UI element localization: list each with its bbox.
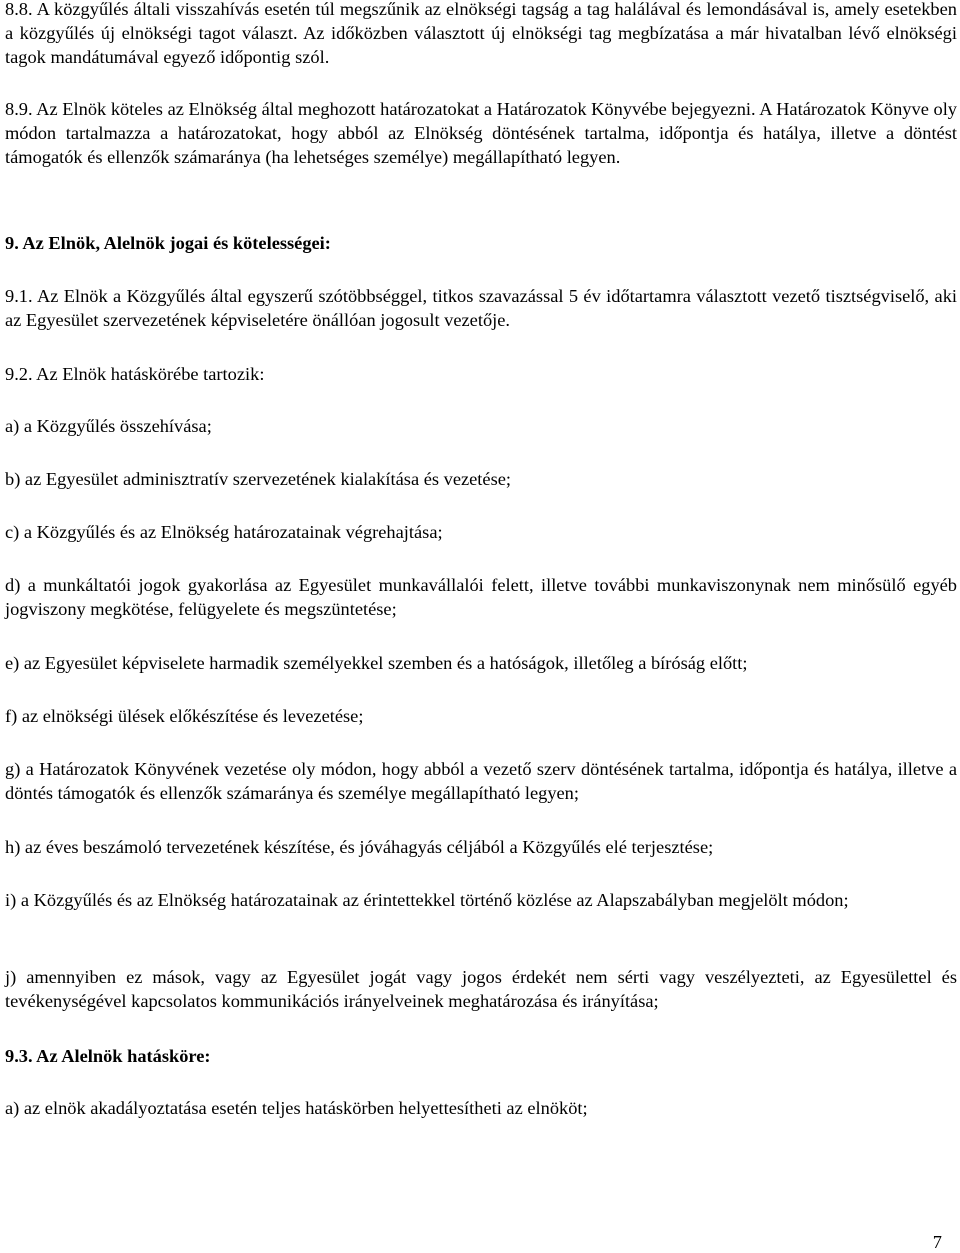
section-heading-9-3: 9.3. Az Alelnök hatásköre: (5, 1046, 211, 1066)
paragraph-9-2: 9.2. Az Elnök hatáskörébe tartozik: (5, 364, 265, 384)
list-item-e: e) az Egyesület képviselete harmadik személyekkel szemben és a hatóságok, illetőleg a bíróság előtt; (5, 653, 748, 673)
paragraph-9-1: 9.1. Az Elnök a Közgyűlés által egyszerű szótöbbséggel, titkos szavazással 5 év időtartamra választott vezető tisztségviselő, aki az Egyesület szervezetének képviseletére önállóan jogosult vezetője. (5, 286, 957, 331)
paragraph-8-9: 8.9. Az Elnök köteles az Elnökség által meghozott határozatokat a Határozatok Könyvébe bejegyezni. A Határozatok Könyve oly módon tartalmazza a határozatokat, hogy abból az Elnökség döntésének tartalma, időpontja és hatálya, illetve a döntést támogatók és ellenzők számaránya (ha lehetséges személye) megállapítható legyen. (5, 99, 957, 168)
list-item-a: a) a Közgyűlés összehívása; (5, 416, 212, 436)
section-heading-9: 9. Az Elnök, Alelnök jogai és kötelességei: (5, 233, 331, 253)
list-item-i: i) a Közgyűlés és az Elnökség határozatainak az érintettekkel történő közlése az Alapszabályban megjelölt módon; (5, 890, 849, 910)
list-item-b: b) az Egyesület adminisztratív szervezetének kialakítása és vezetése; (5, 469, 512, 489)
list-item-j: j) amennyiben ez mások, vagy az Egyesület jogát vagy jogos érdekét nem sérti vagy veszélyezteti, az Egyesülettel és tevékenységével kapcsolatos kommunikációs irányelveinek meghatározása és irányítása; (5, 967, 957, 1012)
paragraph-9-3-a: a) az elnök akadályoztatása esetén teljes hatáskörben helyettesítheti az elnököt; (5, 1098, 588, 1118)
list-item-g: g) a Határozatok Könyvének vezetése oly módon, hogy abból a vezető szerv döntésének tartalma, időpontja és hatálya, illetve a döntés támogatók és ellenzők számaránya és személye megállapítható legyen; (5, 759, 957, 804)
list-item-d: d) a munkáltatói jogok gyakorlása az Egyesület munkavállalói felett, illetve további munkaviszonynak nem minősülő egyéb jogviszony megkötése, felügyelete és megszüntetése; (5, 575, 957, 620)
list-item-h: h) az éves beszámoló tervezetének készítése, és jóváhagyás céljából a Közgyűlés elé terjesztése; (5, 837, 714, 857)
list-item-f: f) az elnökségi ülések előkészítése és levezetése; (5, 706, 364, 726)
list-item-c: c) a Közgyűlés és az Elnökség határozatainak végrehajtása; (5, 522, 443, 542)
page-number: 7 (932, 1232, 942, 1252)
paragraph-8-8: 8.8. A közgyűlés általi visszahívás esetén túl megszűnik az elnökségi tagság a tag halálával és lemondásával is, amely esetekben a közgyűlés új elnökségi tagot választ. Az időközben választott új elnökségi tag megbízatása a már hivatalban lévő elnökségi tagok mandátumával egyező időpontig szól. (5, 0, 957, 68)
